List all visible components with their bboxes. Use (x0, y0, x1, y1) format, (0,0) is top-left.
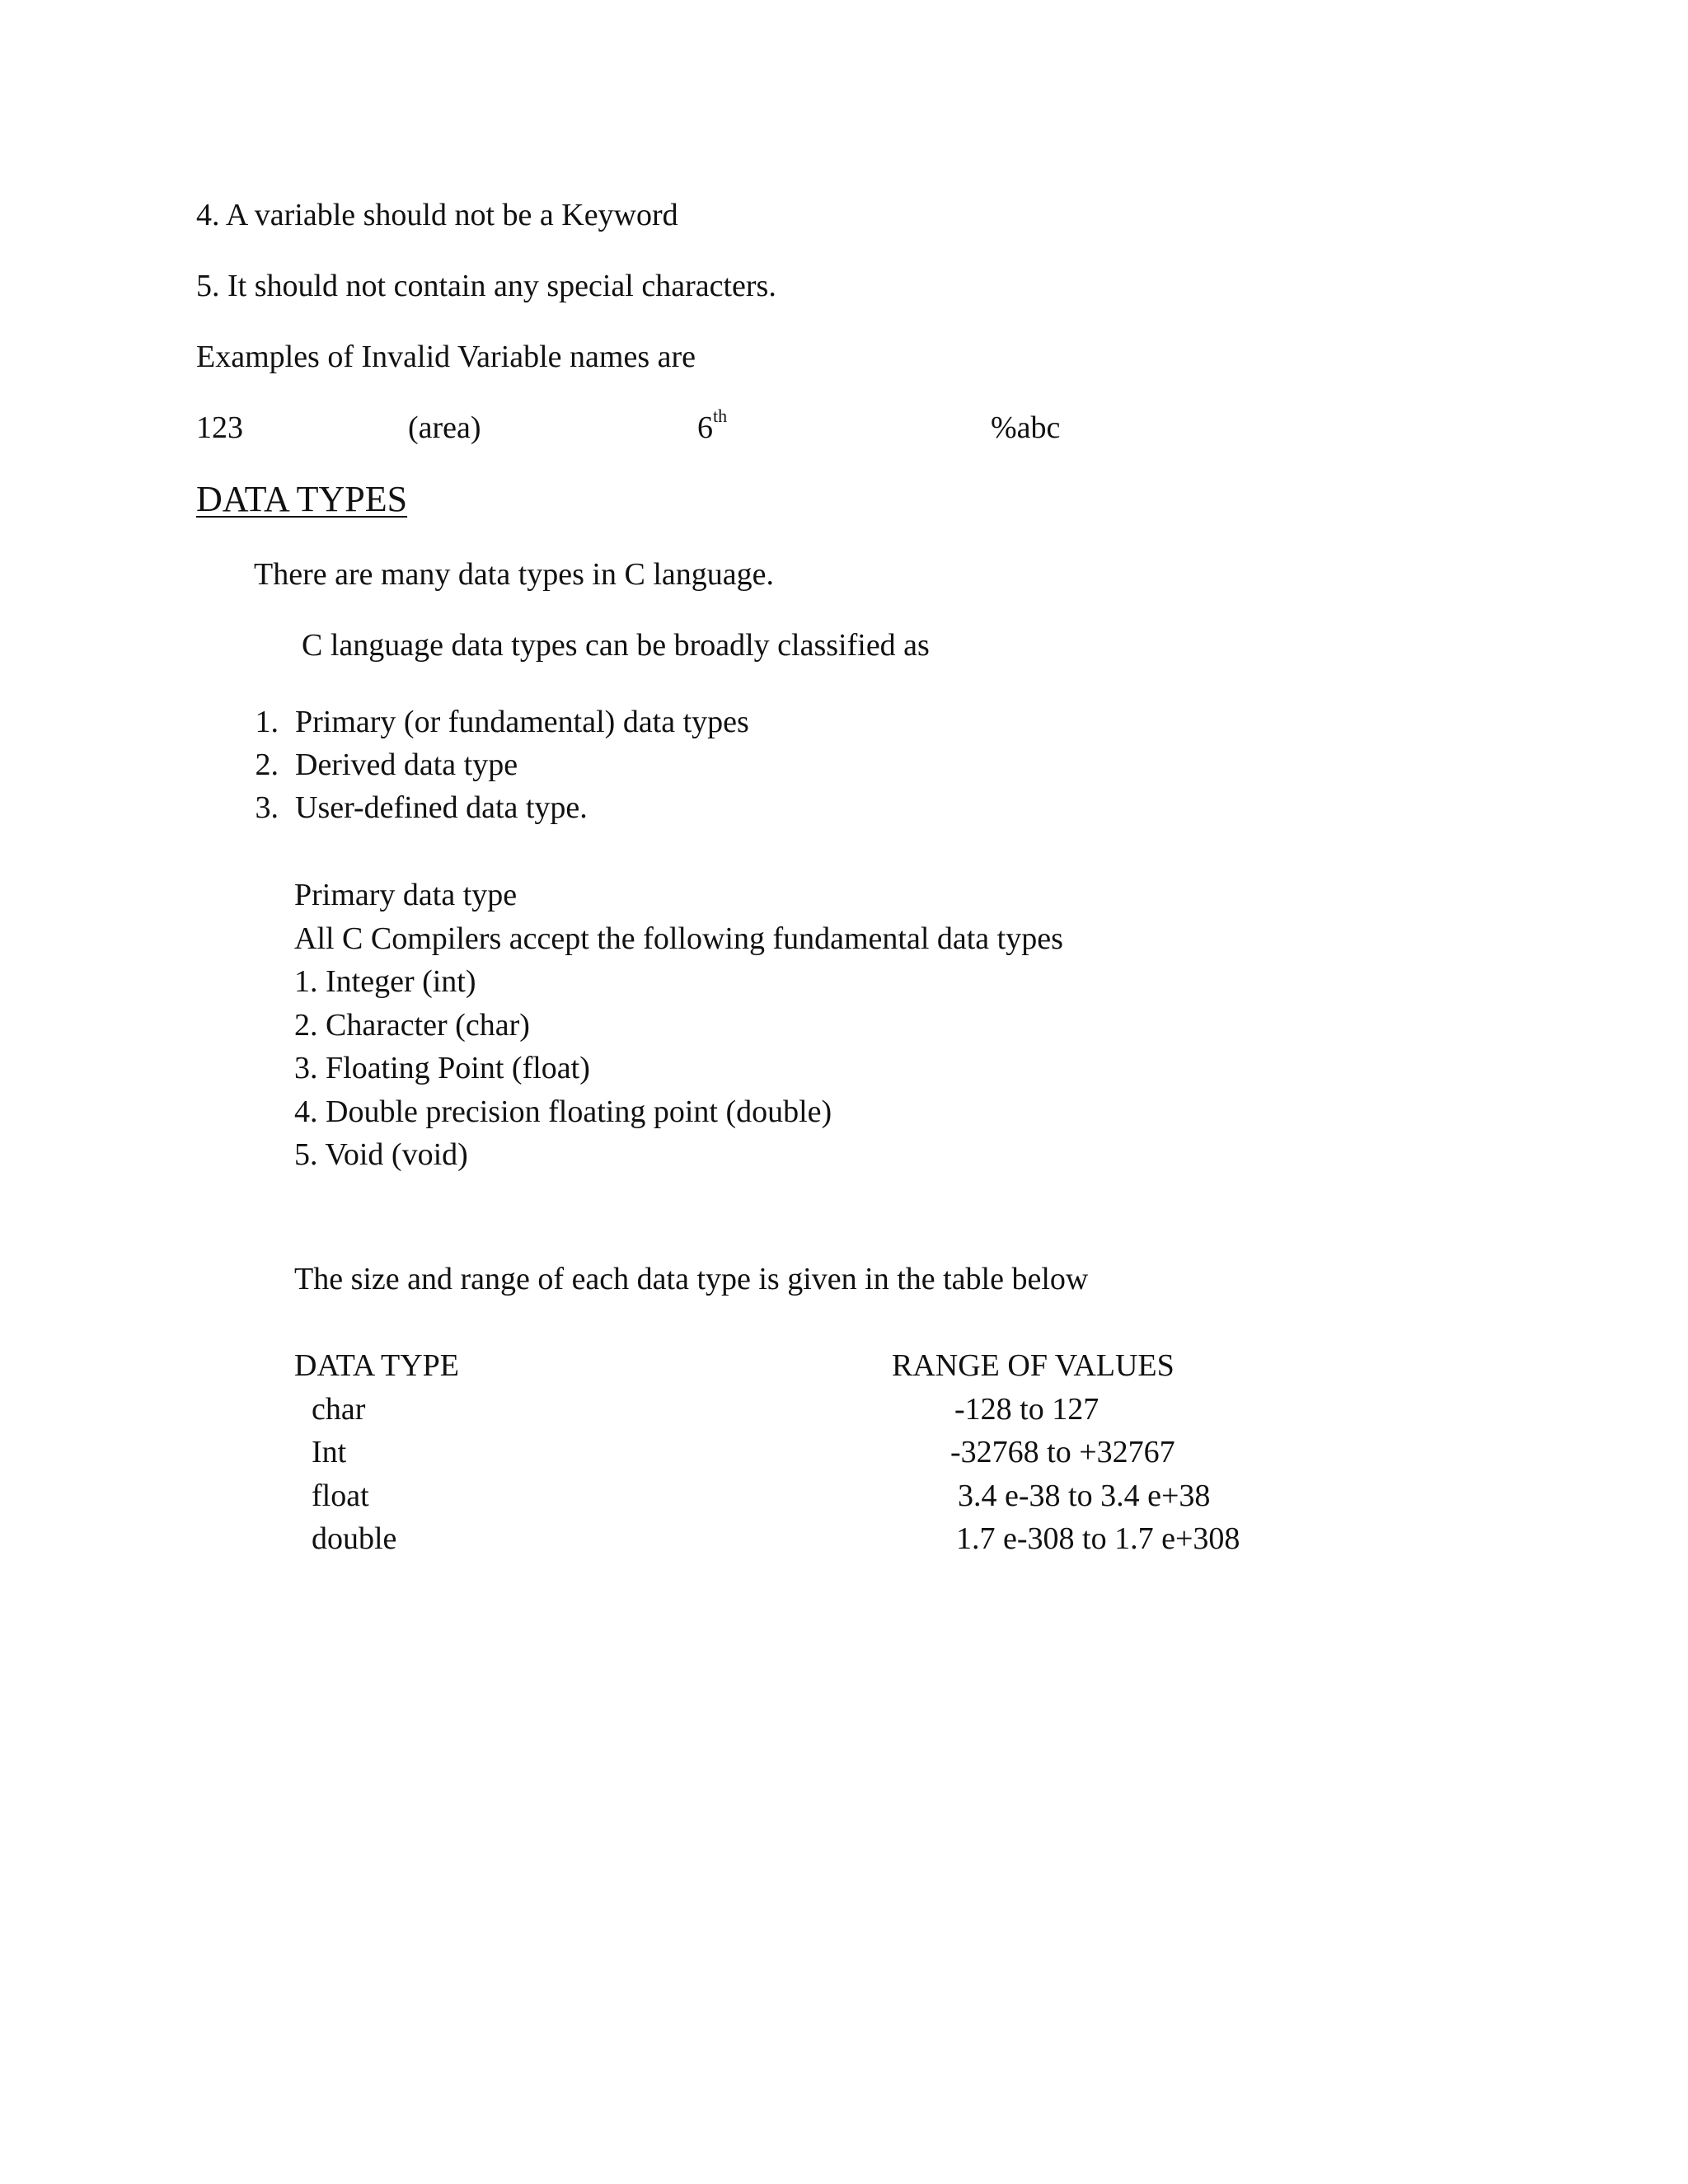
table-header-range: RANGE OF VALUES (892, 1348, 1175, 1383)
invalid-example-2: (area) (408, 410, 481, 445)
list-item-text: User-defined data type. (295, 790, 588, 825)
table-cell-type: float (312, 1479, 369, 1513)
list-item (236, 701, 749, 743)
primary-item: 4. Double precision floating point (double) (294, 1094, 832, 1129)
table-header-data-type: DATA TYPE (294, 1348, 460, 1383)
rule-5: 5. It should not contain any special characters. (196, 269, 776, 303)
invalid-example-1: 123 (196, 410, 243, 445)
table-cell-range: -32768 to +32767 (950, 1435, 1175, 1469)
invalid-examples-intro: Examples of Invalid Variable names are (196, 340, 696, 374)
primary-item: 1. Integer (int) (294, 964, 476, 999)
invalid-example-4: %abc (991, 410, 1061, 445)
primary-title: Primary data type (294, 878, 518, 912)
table-intro: The size and range of each data type is given in the table below (294, 1262, 1089, 1296)
invalid-example-3-superscript: th (713, 405, 728, 426)
primary-data-type-block (294, 874, 1063, 1177)
invalid-example-3 (697, 405, 728, 445)
table-cell-type: double (312, 1521, 397, 1556)
table-cell-type: Int (312, 1435, 347, 1469)
list-item-text: Derived data type (295, 748, 518, 782)
invalid-example-3-base: 6 (697, 410, 713, 445)
table-cell-range: 3.4 e-38 to 3.4 e+38 (958, 1479, 1211, 1513)
primary-intro: All C Compilers accept the following fundamental data types (294, 921, 1063, 956)
list-item (236, 743, 749, 786)
list-item (236, 786, 749, 829)
list-item-text: Primary (or fundamental) data types (295, 705, 749, 739)
data-types-intro-1: There are many data types in C language. (254, 557, 774, 592)
data-types-intro-2: C language data types can be broadly classified as (302, 628, 930, 663)
section-heading: DATA TYPES (196, 479, 408, 519)
list-item-number: 3. (255, 790, 279, 825)
primary-item: 5. Void (void) (294, 1137, 468, 1172)
list-item-number: 1. (255, 705, 279, 739)
primary-item: 3. Floating Point (float) (294, 1051, 590, 1085)
table-cell-type: char (312, 1392, 366, 1427)
rule-4: 4. A variable should not be a Keyword (196, 198, 678, 232)
primary-item: 2. Character (char) (294, 1007, 530, 1043)
list-item-number: 2. (255, 748, 279, 782)
classification-list (236, 701, 749, 829)
table-cell-range: 1.7 e-308 to 1.7 e+308 (956, 1521, 1240, 1556)
table-cell-range: -128 to 127 (954, 1392, 1100, 1427)
